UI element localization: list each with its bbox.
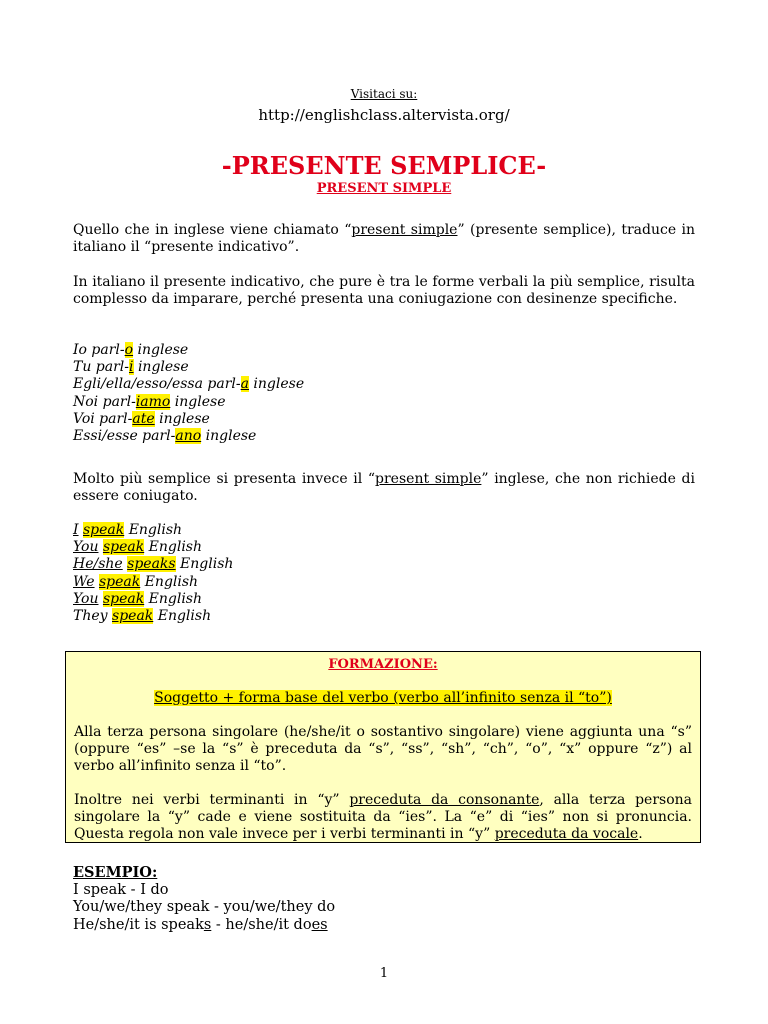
example-section bbox=[73, 864, 673, 934]
conj-verb: speak bbox=[82, 522, 125, 538]
conj-subject: You bbox=[73, 590, 99, 607]
intro-text-after: ” (presente semplice), traduce in italiano il “presente indicativo”. bbox=[73, 222, 695, 255]
example-title: ESEMPIO: bbox=[73, 864, 158, 881]
intro2-text-after: ” inglese, che non richiede di essere coniugato. bbox=[73, 471, 695, 504]
formation-text: , alla terza persona singolare la “y” cade e viene sostituita da “ies”. La “e” di “ies” non si pronuncia. Questa regola non vale invece per i verbi terminanti in “y” bbox=[74, 792, 692, 842]
conj-ending: ate bbox=[132, 410, 155, 427]
conjugation-line bbox=[73, 522, 573, 539]
intro-paragraph-2: In italiano il presente indicativo, che pure è tra le forme verbali la più semplice, risulta complesso da imparare, perché presenta una coniugazione con desinenze specifiche. bbox=[73, 274, 695, 307]
conj-verb: speak bbox=[112, 607, 154, 624]
english-conjugation-list bbox=[73, 522, 573, 625]
conjugation-line bbox=[73, 608, 573, 625]
conj-object: inglese bbox=[201, 427, 257, 444]
formation-paragraph-2 bbox=[74, 792, 692, 843]
conj-stem: Io parl- bbox=[73, 342, 125, 358]
conj-stem: Egli/ella/esso/essa parl- bbox=[73, 376, 241, 393]
conj-subject: They bbox=[73, 607, 108, 624]
conj-verb: speak bbox=[102, 590, 145, 607]
conjugation-line bbox=[73, 539, 573, 556]
conjugation-line bbox=[73, 376, 573, 393]
conjugation-line bbox=[73, 359, 573, 376]
conj-stem: Essi/esse parl- bbox=[73, 427, 176, 444]
page-number: 1 bbox=[379, 966, 389, 981]
conj-object: English bbox=[144, 590, 203, 607]
formation-box bbox=[65, 651, 701, 843]
conj-verb: speak bbox=[102, 539, 145, 556]
conj-stem: Noi parl- bbox=[73, 393, 136, 410]
formation-underlined: preceduta da vocale bbox=[494, 826, 639, 842]
formation-paragraph-1: Alla terza persona singolare (he/she/it o sostantivo singolare) viene aggiunta una “s” (oppure “es” –se la “s” è preceduta da “s”, “ss”, “sh”, “ch”, “o”, “x” oppure “z”) al verbo all’infinito senza il “to”. bbox=[74, 724, 692, 774]
formation-title: FORMAZIONE: bbox=[328, 657, 438, 672]
example-suffix: es bbox=[311, 916, 328, 933]
formation-underlined: preceduta da consonante bbox=[349, 792, 540, 808]
conj-subject: You bbox=[73, 539, 99, 556]
intro-paragraph-3 bbox=[73, 471, 695, 505]
conjugation-line bbox=[73, 591, 573, 608]
formation-text: Inoltre nei verbi terminanti in “y” bbox=[74, 792, 350, 808]
visit-label: Visitaci su: bbox=[350, 87, 418, 101]
conj-stem: Voi parl- bbox=[73, 410, 133, 427]
formation-rule bbox=[74, 690, 692, 707]
conj-object: inglese bbox=[248, 376, 305, 393]
conj-object: English bbox=[140, 573, 199, 590]
conjugation-line bbox=[73, 428, 573, 445]
conjugation-line bbox=[73, 342, 573, 359]
conj-object: inglese bbox=[170, 393, 226, 410]
conjugation-line bbox=[73, 394, 573, 411]
conj-ending: a bbox=[240, 376, 249, 393]
conj-ending: ano bbox=[175, 427, 202, 444]
conj-subject: We bbox=[73, 573, 95, 590]
intro-text-before: Quello che in inglese viene chiamato “ bbox=[73, 222, 352, 238]
conj-object: inglese bbox=[133, 342, 189, 358]
conj-object: English bbox=[153, 607, 212, 624]
formation-text: . bbox=[638, 826, 643, 842]
conj-subject: He/she bbox=[73, 556, 123, 573]
conj-verb: speaks bbox=[127, 556, 176, 573]
conj-verb: speak bbox=[99, 573, 141, 590]
page-subtitle: PRESENT SIMPLE bbox=[316, 181, 452, 196]
conjugation-line bbox=[73, 411, 573, 428]
example-line: I speak - I do bbox=[73, 881, 169, 898]
example-line: You/we/they speak - you/we/they do bbox=[73, 899, 336, 915]
conj-object: English bbox=[124, 522, 183, 538]
present-simple-term: present simple bbox=[351, 222, 458, 238]
conjugation-line bbox=[73, 574, 573, 591]
intro2-text-before: Molto più semplice si presenta invece il “ bbox=[73, 471, 376, 487]
example-line bbox=[73, 917, 673, 935]
conj-object: inglese bbox=[133, 359, 189, 376]
conj-object: English bbox=[175, 556, 234, 573]
present-simple-term: present simple bbox=[375, 471, 482, 487]
conj-subject: I bbox=[73, 522, 79, 538]
conj-ending: i bbox=[129, 359, 134, 376]
page-title: -PRESENTE SEMPLICE- bbox=[221, 151, 547, 180]
conj-ending: o bbox=[124, 342, 134, 358]
site-url[interactable]: http://englishclass.altervista.org/ bbox=[258, 106, 510, 124]
conjugation-line bbox=[73, 556, 573, 573]
conj-stem: Tu parl- bbox=[73, 359, 130, 376]
conj-object: English bbox=[144, 539, 203, 556]
example-text: - he/she/it do bbox=[211, 916, 312, 933]
conj-ending: iamo bbox=[135, 393, 171, 410]
italian-conjugation-list bbox=[73, 342, 573, 445]
example-text: He/she/it is speak bbox=[73, 916, 204, 933]
formation-rule-text: Soggetto + forma base del verbo (verbo all’infinito senza il “to”) bbox=[154, 690, 612, 706]
conj-object: inglese bbox=[154, 410, 210, 427]
intro-paragraph-1 bbox=[73, 222, 695, 256]
example-suffix: s bbox=[203, 916, 212, 933]
